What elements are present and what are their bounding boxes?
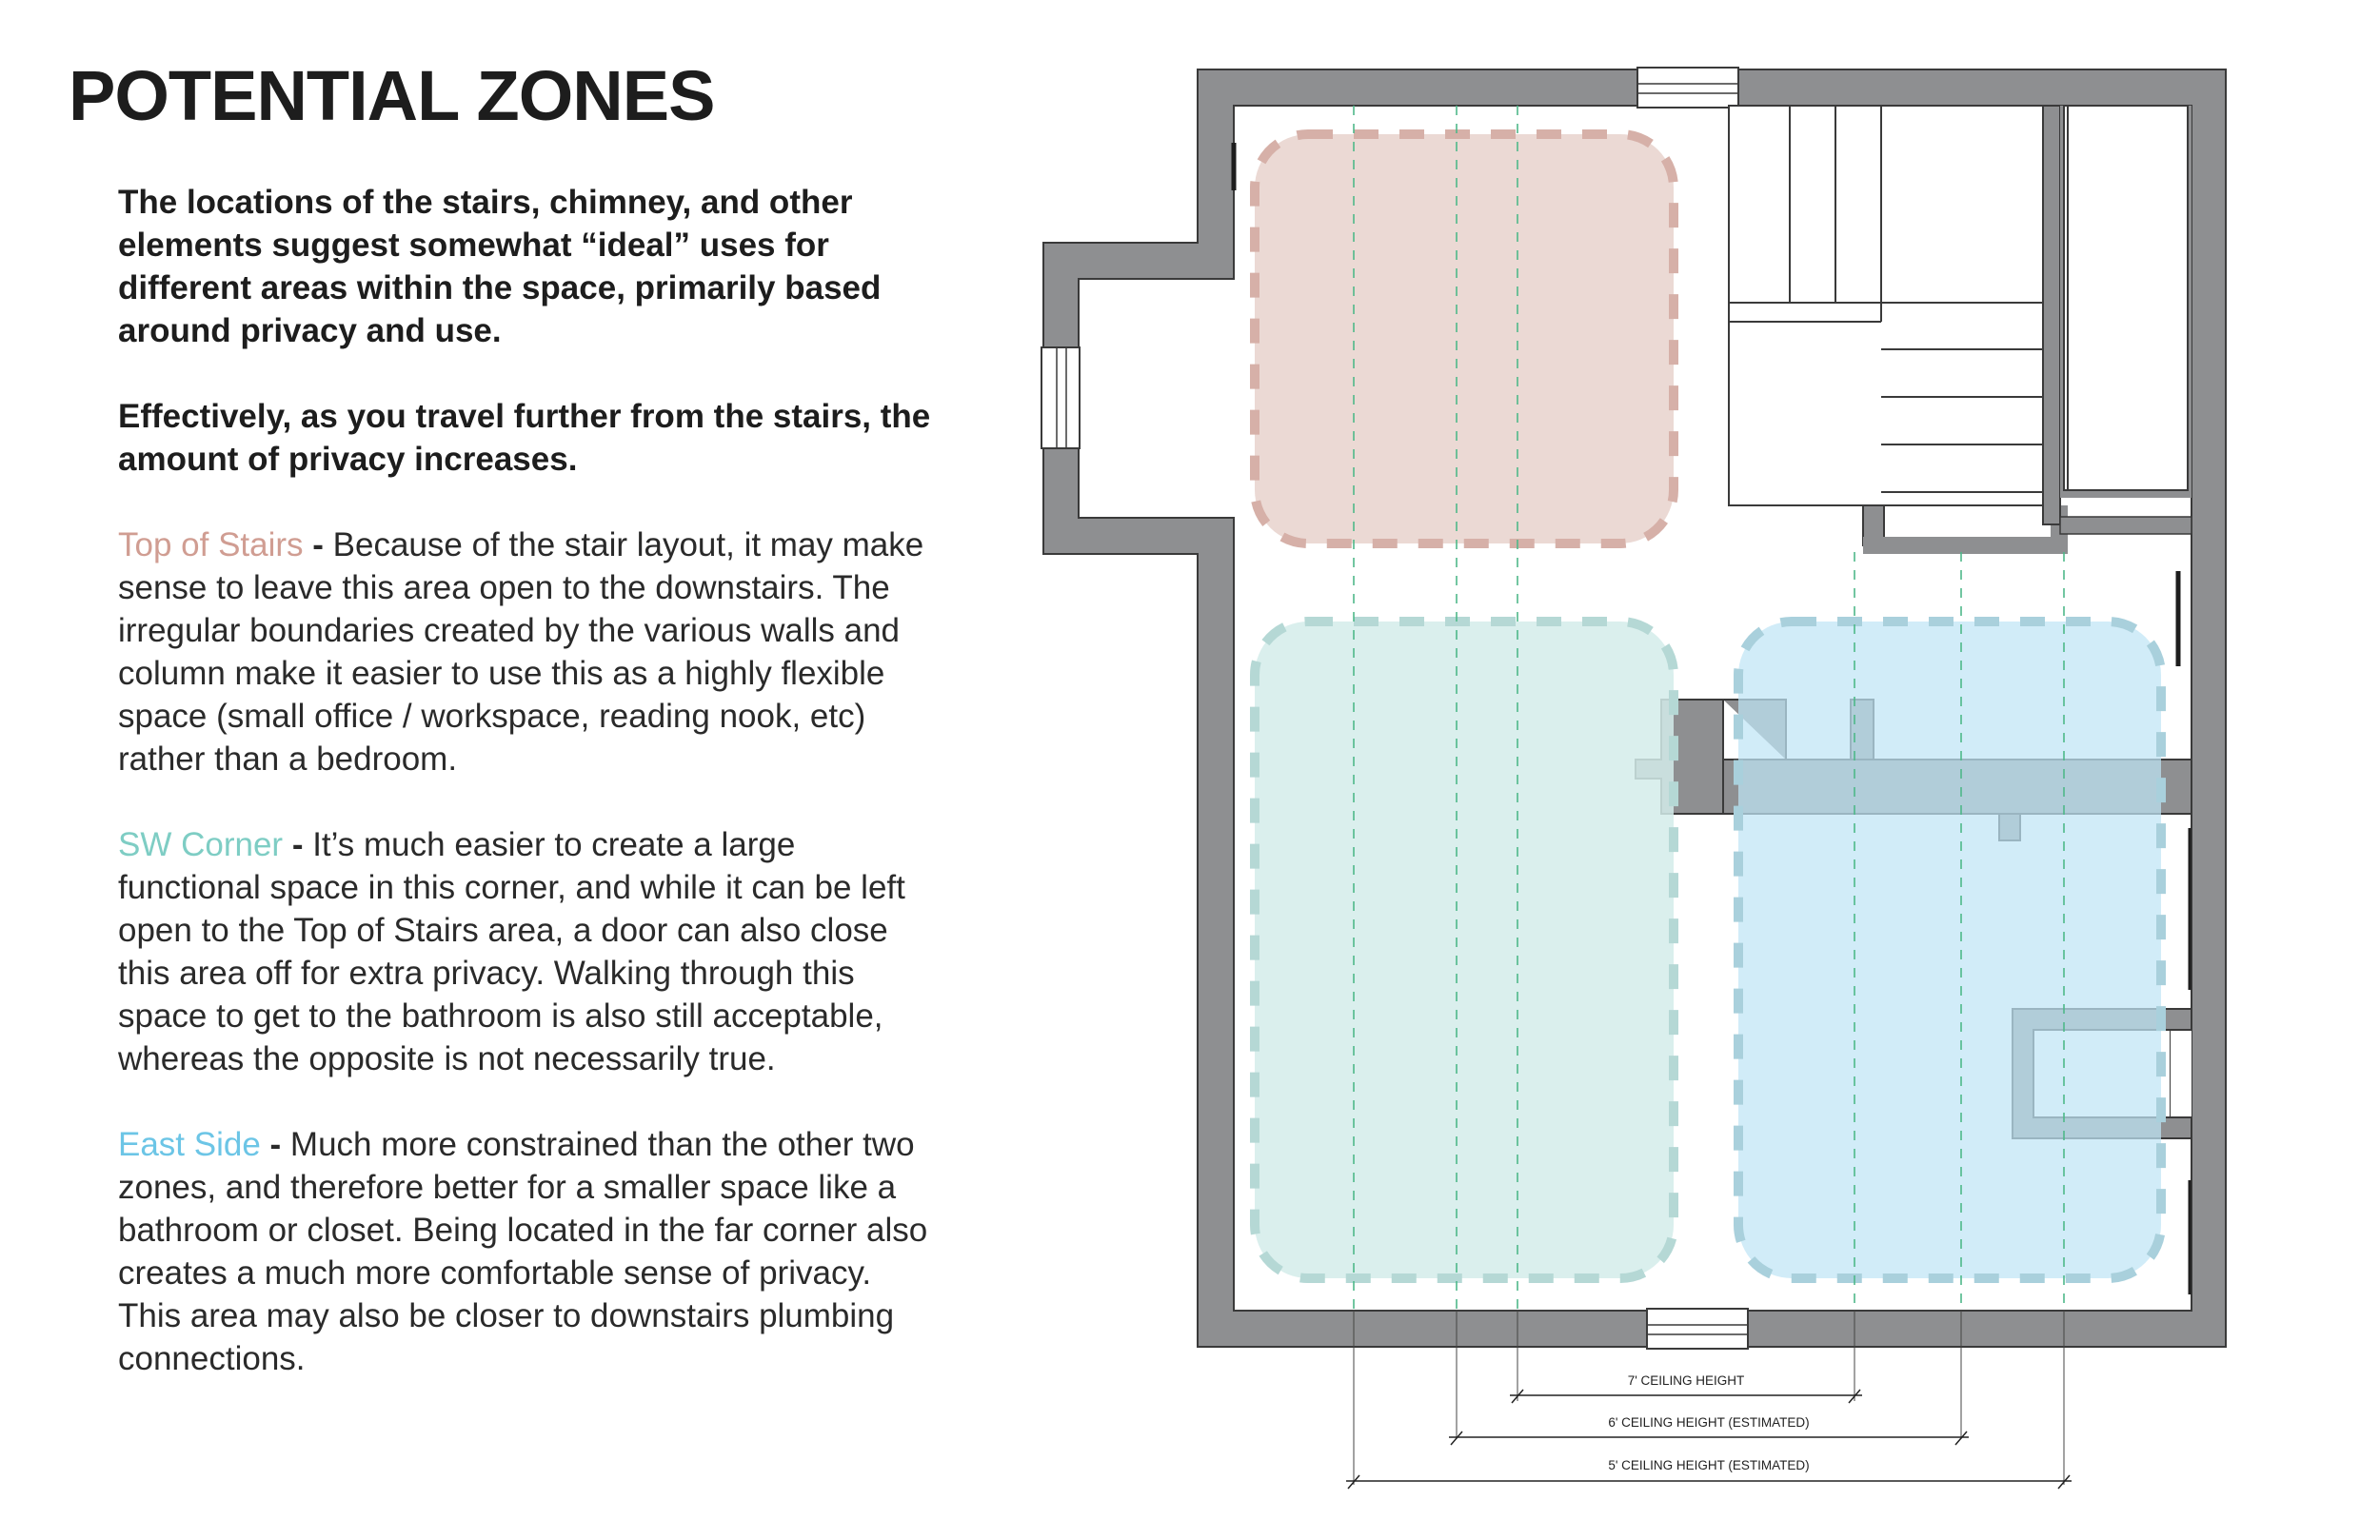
- zone-sw-corner: [1255, 622, 1674, 1278]
- zone-text-east-side: Much more constrained than the other two zones, and therefore better for a smaller space like a bathroom or closet. Being located in the far corner also creates a much more comfortable sense of privacy. This area may also be closer to downstairs plumbing connections.: [118, 1126, 928, 1377]
- intro-paragraph-2: Effectively, as you travel further from the stairs, the amount of privacy increases.: [118, 398, 931, 478]
- dimension-label-7ft: 7' CEILING HEIGHT: [1627, 1373, 1745, 1388]
- intro-paragraph-1: The locations of the stairs, chimney, and other elements suggest somewhat “ideal” uses for different areas within the space, primarily based around privacy and use.: [118, 184, 882, 349]
- dimension-6ft: [1449, 1431, 1969, 1445]
- separator: -: [260, 1126, 290, 1163]
- zone-name-east-side: East Side: [118, 1126, 261, 1163]
- window-south: [1647, 1309, 1748, 1349]
- separator: -: [283, 826, 313, 863]
- dimension-label-6ft: 6' CEILING HEIGHT (ESTIMATED): [1608, 1415, 1810, 1430]
- window-north: [1637, 68, 1738, 108]
- zone-text-sw-corner: It’s much easier to create a large functional space in this corner, and while it can be left open to the Top of Stairs area, a door can also close this area off for extra privacy. Walking through this space to get to the bathroom is also still acceptable, whereas the opposite is not necessarily true.: [118, 826, 905, 1077]
- zone-description-top-of-stairs: [118, 523, 937, 780]
- zone-name-sw-corner: SW Corner: [118, 826, 284, 863]
- zone-name-top-of-stairs: Top of Stairs: [118, 526, 304, 563]
- zone-east-side: [1738, 622, 2161, 1278]
- closet-divider: [2060, 517, 2192, 534]
- staircase: [1729, 106, 2060, 505]
- page-title: POTENTIAL ZONES: [69, 56, 715, 135]
- description-column: [118, 181, 937, 1423]
- closet-northeast: [2060, 106, 2192, 498]
- zone-text-top-of-stairs: Because of the stair layout, it may make sense to leave this area open to the downstairs. The irregular boundaries created by the various walls and column make it easier to use this as a highly flexible space (small office / workspace, reading nook, etc) rather than a bedroom.: [118, 526, 924, 778]
- dimension-5ft: [1346, 1475, 2072, 1489]
- separator: -: [303, 526, 333, 563]
- dimension-label-5ft: 5' CEILING HEIGHT (ESTIMATED): [1608, 1458, 1810, 1472]
- floor-plan: [1038, 63, 2351, 1510]
- window-west: [1041, 347, 1080, 448]
- zone-top-of-stairs: [1255, 134, 1674, 543]
- stair-landing-wall: [1863, 505, 2059, 545]
- stair-wall: [2043, 106, 2060, 524]
- dimension-7ft: [1510, 1390, 1862, 1403]
- zone-description-east-side: [118, 1123, 937, 1380]
- zone-description-sw-corner: [118, 823, 937, 1080]
